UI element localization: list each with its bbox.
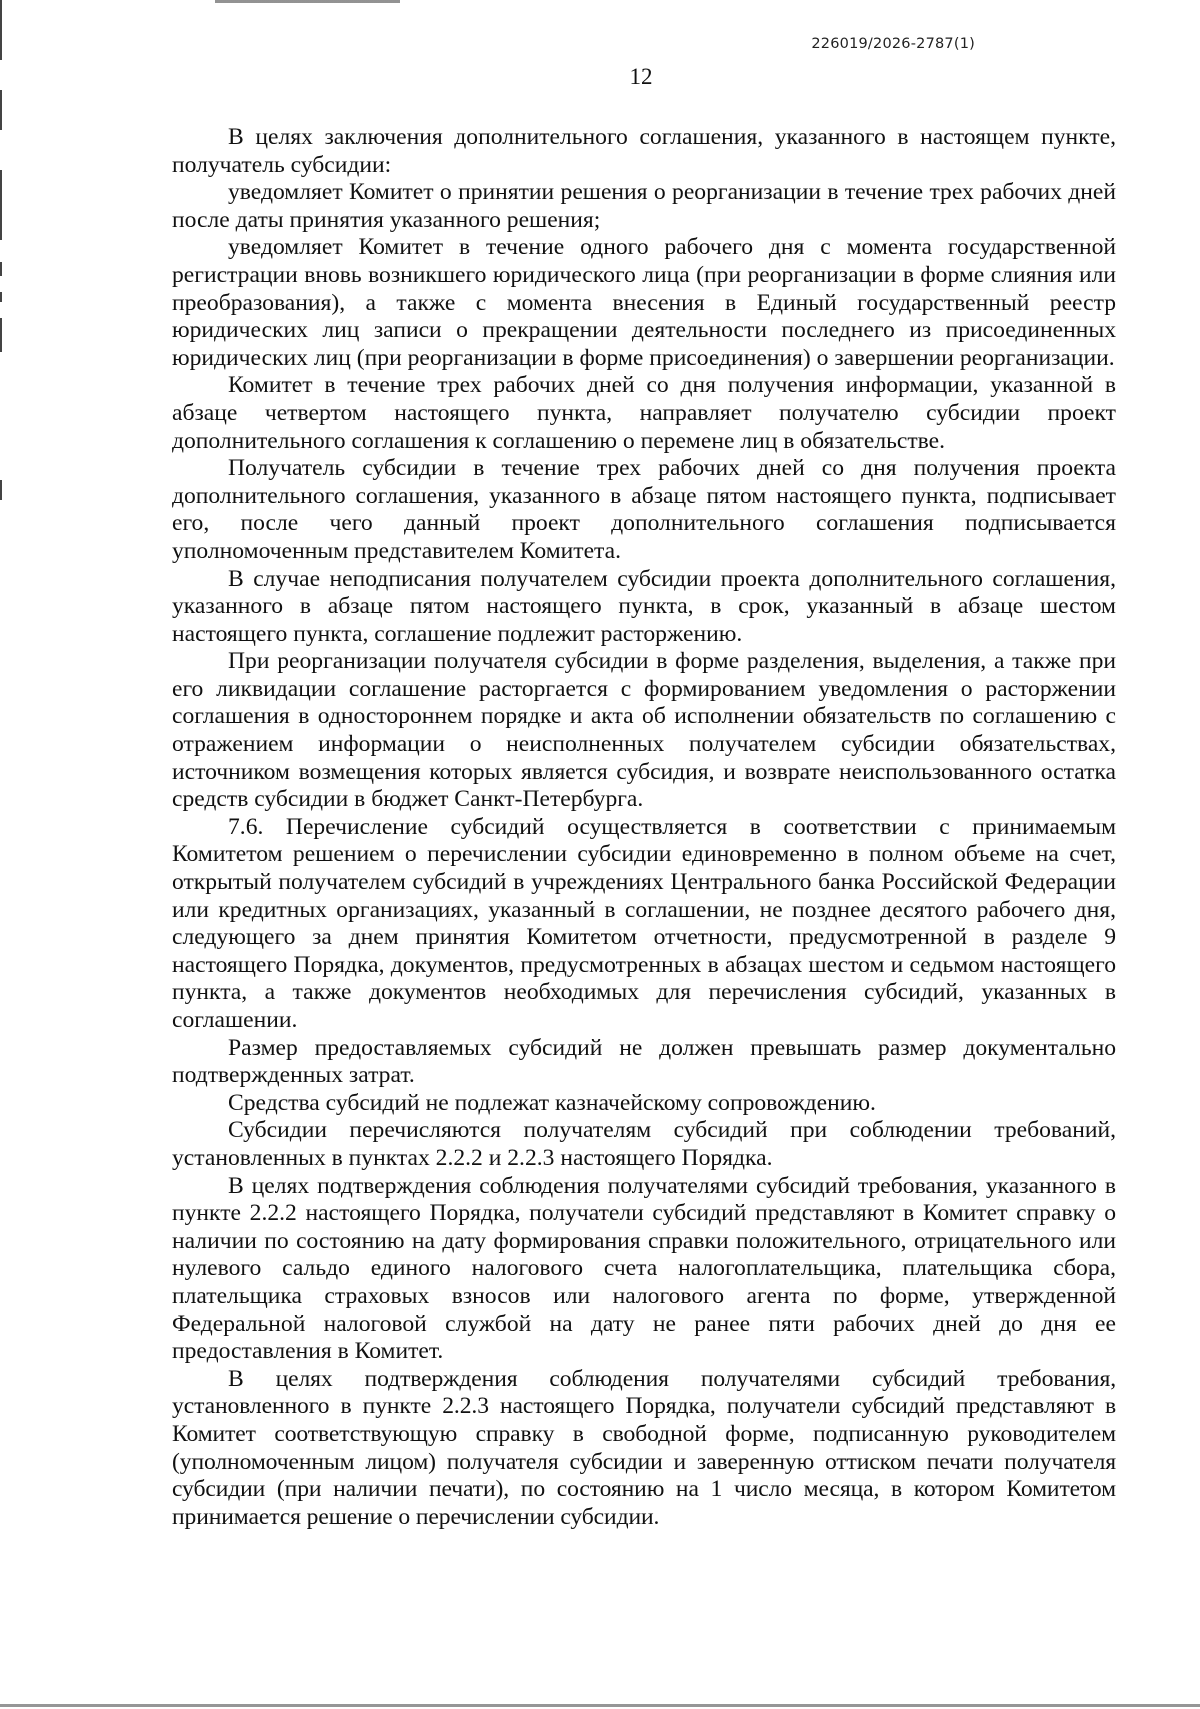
document-registration-number: 226019/2026-2787(1) xyxy=(811,36,975,52)
paragraph-11: Субсидии перечисляются получателям субсидий при соблюдении требований, установленных в пунктах 2.2.2 и 2.2.3 настоящего Порядка. xyxy=(172,1117,1116,1171)
page-number: 12 xyxy=(629,64,653,89)
document-body xyxy=(172,124,1116,1531)
paragraph-6: В случае неподписания получателем субсидии проекта дополнительного соглашения, указанного в абзаце пятом настоящего пункта, в срок, указанный в абзаце шестом настоящего пункта, соглашение подлежит расторжению. xyxy=(172,565,1116,647)
paragraph-9: Размер предоставляемых субсидий не должен превышать размер документально подтвержденных затрат. xyxy=(172,1034,1116,1089)
paragraph-4: Комитет в течение трех рабочих дней со дня получения информации, указанной в абзаце четвертом настоящего пункта, направляет получателю субсидии проект дополнительного соглашения к соглашению о перемене лиц в обязательстве. xyxy=(172,372,1116,454)
paragraph-12: В целях подтверждения соблюдения получателями субсидий требования, указанного в пункте 2.2.2 настоящего Порядка, получатели субсидий представляют в Комитет справку о наличии по состоянию на дату формирования справки положительного, отрицательного или нулевого сальдо единого налогового счета налогоплательщика, плательщика сбора, плательщика страховых взносов или налогового агента по форме, утвержденной Федеральной налоговой службой на дату не ранее пяти рабочих дней до дня ее предоставления в Комитет. xyxy=(172,1172,1116,1365)
paragraph-5: Получатель субсидии в течение трех рабочих дней со дня получения проекта дополнительного соглашения, указанного в абзаце пятом настоящего пункта, подписывает его, после чего данный проект дополнительного соглашения подписывается уполномоченным представителем Комитета. xyxy=(172,455,1116,564)
paragraph-8: 7.6. Перечисление субсидий осуществляется в соответствии с принимаемым Комитетом решением о перечислении субсидии единовременно в полном объеме на счет, открытый получателем субсидий в учреждениях Центрального банка Российской Федерации или кредитных организациях, указанный в соглашении, не позднее десятого рабочего дня, следующего за днем принятия Комитетом отчетности, предусмотренной в разделе 9 настоящего Порядка, документов, предусмотренных в абзацах шестом и седьмом настоящего пункта, а также документов необходимых для перечисления субсидий, указанных в соглашении. xyxy=(172,813,1116,1033)
scan-left-edge-marks xyxy=(0,0,3,1709)
paragraph-10: Средства субсидий не подлежат казначейскому сопровождению. xyxy=(228,1089,876,1116)
paragraph-7: При реорганизации получателя субсидии в форме разделения, выделения, а также при его ликвидации соглашение расторгается с формированием уведомления о расторжении соглашения в одностороннем порядке и акта об исполнении обязательств по соглашению с отражением информации о неисполненных получателем субсидии обязательствах, источником возмещения которых является субсидия, и возврате неиспользованного остатка средств субсидии в бюджет Санкт-Петербурга. xyxy=(172,648,1116,813)
paragraph-3: уведомляет Комитет в течение одного рабочего дня с момента государственной регистрации вновь возникшего юридического лица (при реорганизации в форме слияния или преобразования), а также с момента внесения в Единый государственный реестр юридических лиц записи о прекращении деятельности последнего из присоединенных юридических лиц (при реорганизации в форме присоединения) о завершении реорганизации. xyxy=(172,234,1116,371)
scan-bottom-edge xyxy=(0,1704,1200,1707)
paragraph-1: В целях заключения дополнительного соглашения, указанного в настоящем пункте, получатель субсидии: xyxy=(172,124,1116,178)
paragraph-13: В целях подтверждения соблюдения получателями субсидий требования, установленного в пункте 2.2.3 настоящего Порядка, получатели субсидий представляют в Комитет соответствующую справку в свободной форме, подписанную руководителем (уполномоченным лицом) получателя субсидии и заверенную оттиском печати получателя субсидии (при наличии печати), по состоянию на 1 число месяца, в котором Комитетом принимается решение о перечислении субсидии. xyxy=(172,1365,1116,1530)
scan-top-edge xyxy=(0,0,1200,3)
paragraph-2: уведомляет Комитет о принятии решения о реорганизации в течение трех рабочих дней после даты принятия указанного решения; xyxy=(172,179,1116,233)
